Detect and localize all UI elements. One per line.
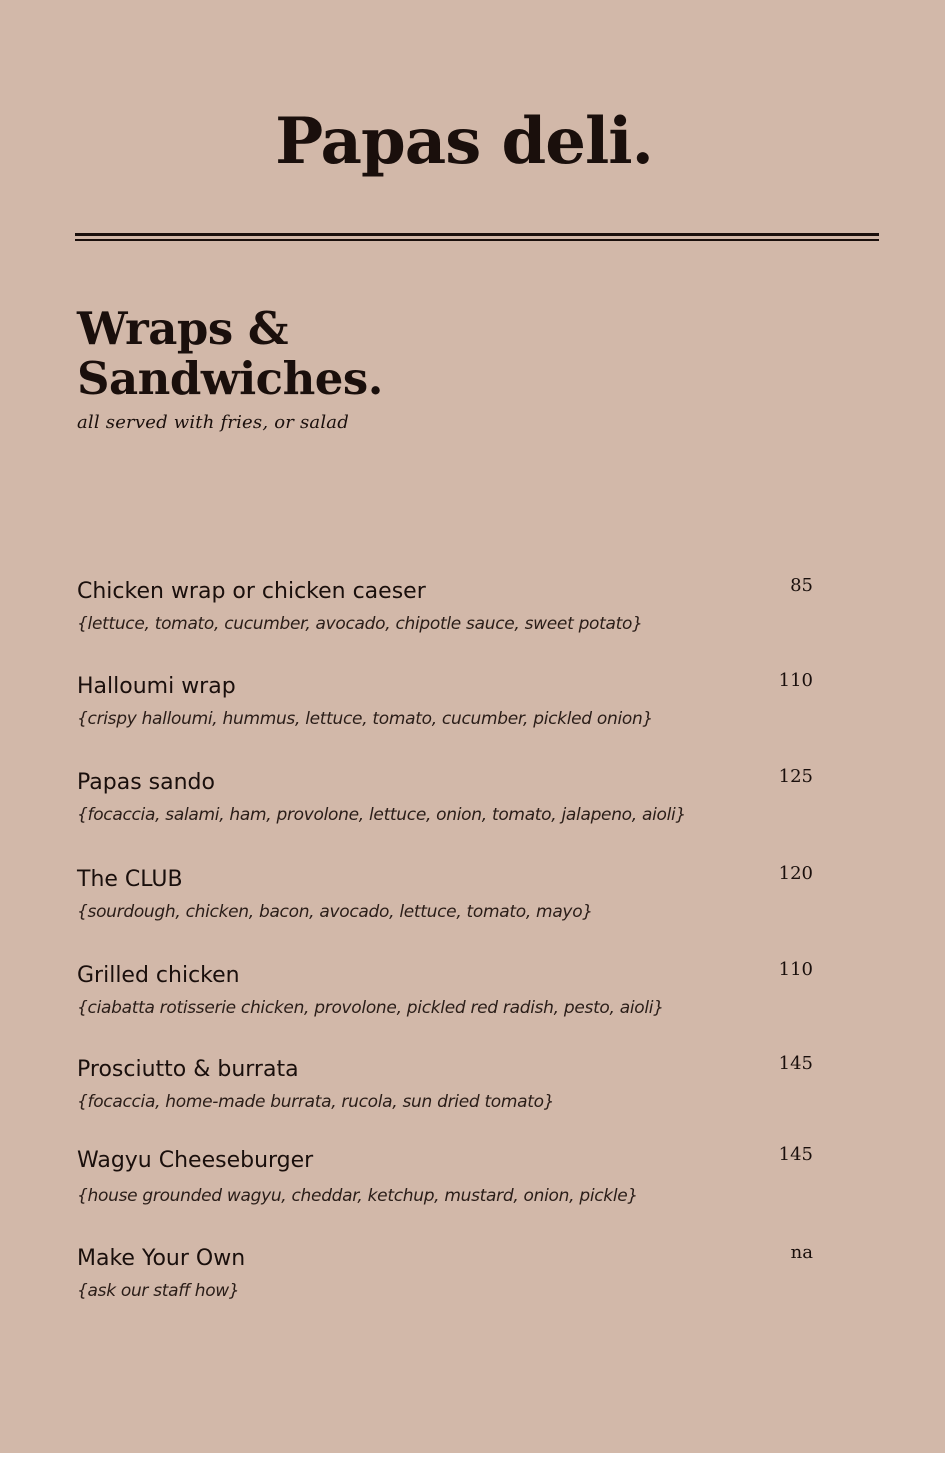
item-name: Halloumi wrap <box>77 674 236 699</box>
item-price: 85 <box>790 575 813 596</box>
item-name: Chicken wrap or chicken caeser <box>77 579 426 604</box>
item-description: {focaccia, salami, ham, provolone, lettuce, onion, tomato, jalapeno, aioli} <box>77 805 686 825</box>
item-description: {sourdough, chicken, bacon, avocado, lettuce, tomato, mayo} <box>77 902 593 922</box>
menu-item <box>77 670 817 743</box>
item-price: 145 <box>778 1144 813 1165</box>
item-description: {ciabatta rotisserie chicken, provolone, pickled red radish, pesto, aioli} <box>77 998 664 1018</box>
item-price: na <box>790 1242 813 1263</box>
item-description: {house grounded wagyu, cheddar, ketchup, mustard, onion, pickle} <box>77 1186 638 1206</box>
menu-item <box>77 1053 817 1126</box>
menu-item <box>77 863 817 936</box>
menu-item <box>77 766 817 839</box>
item-description: {focaccia, home-made burrata, rucola, sun dried tomato} <box>77 1092 555 1112</box>
item-price: 120 <box>778 863 813 884</box>
item-name: Make Your Own <box>77 1246 246 1271</box>
divider-bottom <box>75 239 879 241</box>
item-name: Papas sando <box>77 770 215 795</box>
menu-item <box>77 1144 817 1217</box>
item-price: 145 <box>778 1053 813 1074</box>
item-name: Grilled chicken <box>77 963 240 988</box>
item-description: {crispy halloumi, hummus, lettuce, tomato, cucumber, pickled onion} <box>77 709 653 729</box>
restaurant-title: Papas deli. <box>275 104 653 179</box>
menu-item <box>77 959 817 1032</box>
section-subtitle: all served with fries, or salad <box>77 412 349 433</box>
item-description: {ask our staff how} <box>77 1281 240 1301</box>
section-title <box>77 304 577 404</box>
item-price: 110 <box>778 959 813 980</box>
menu-item <box>77 1242 817 1315</box>
item-price: 125 <box>778 766 813 787</box>
item-name: The CLUB <box>77 867 183 892</box>
menu-item <box>77 575 817 648</box>
item-name: Prosciutto & burrata <box>77 1057 299 1082</box>
item-name: Wagyu Cheeseburger <box>77 1148 314 1173</box>
divider-top <box>75 233 879 236</box>
item-description: {lettuce, tomato, cucumber, avocado, chipotle sauce, sweet potato} <box>77 614 643 634</box>
section-title-line2: Sandwiches. <box>77 352 383 405</box>
item-price: 110 <box>778 670 813 691</box>
section-title-line1: Wraps & <box>77 302 288 355</box>
